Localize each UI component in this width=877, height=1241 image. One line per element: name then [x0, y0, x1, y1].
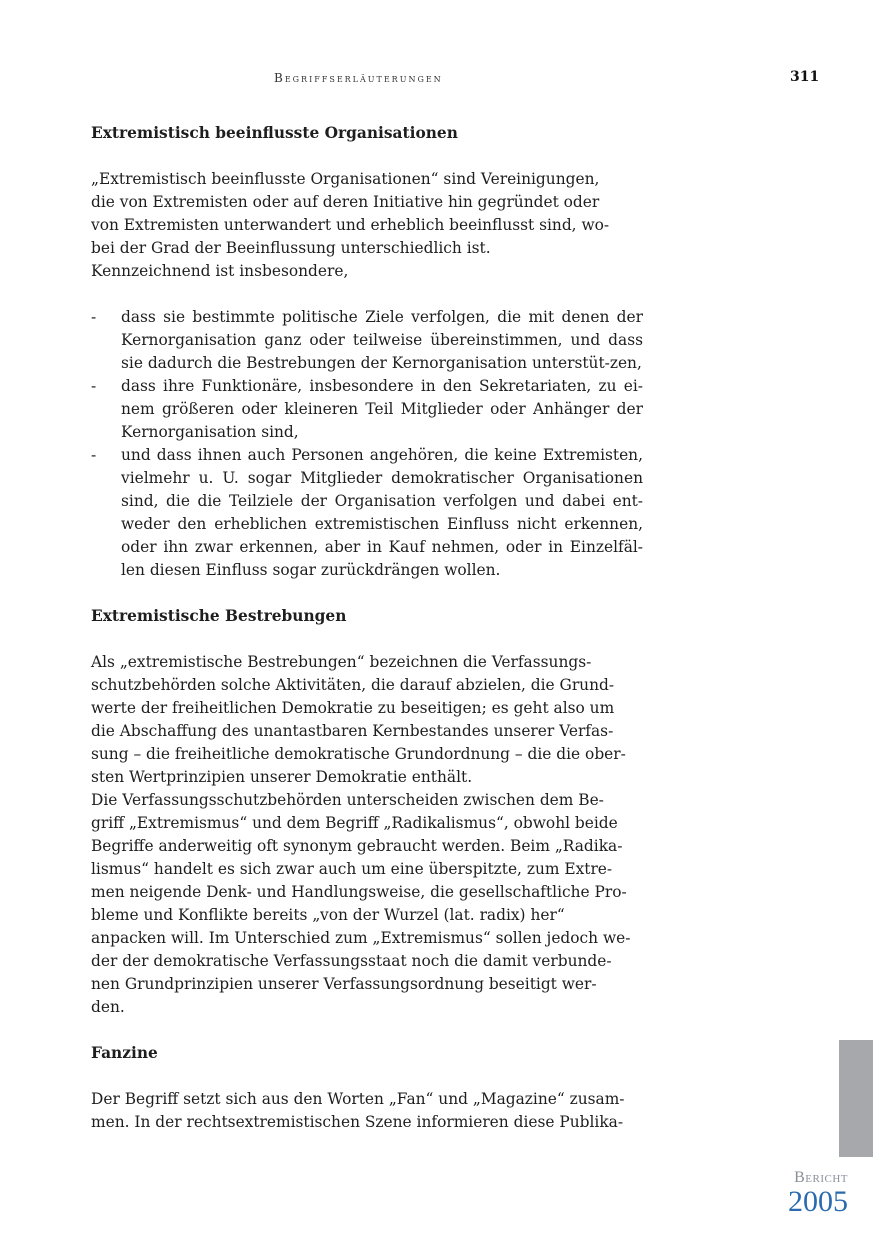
list-item-text: dass sie bestimmte politische Ziele verfolgen, die mit denen der Kernorganisation ganz oder teilweise übereinstimmen, und dass sie dadurch die Bestrebungen der Kernorganisation unterstüt-zen, [121, 308, 643, 372]
section-heading: Extremistisch beeinflusste Organisationen [91, 124, 458, 142]
document-body [91, 122, 643, 1134]
text-line: die Abschaffung des unantastbaren Kernbestandes unserer Verfas- [91, 722, 614, 740]
text-line: griff „Extremismus“ und dem Begriff „Radikalismus“, obwohl beide [91, 814, 618, 832]
section-paragraph [91, 1088, 643, 1134]
text-line: „Extremistisch beeinflusste Organisationen“ sind Vereinigungen, [91, 170, 600, 188]
text-line: werte der freiheitlichen Demokratie zu beseitigen; es geht also um [91, 699, 615, 717]
text-line: Die Verfassungsschutzbehörden unterscheiden zwischen dem Be- [91, 791, 604, 809]
list-item [91, 444, 643, 582]
list-dash: - [91, 377, 97, 395]
text-line: Als „extremistische Bestrebungen“ bezeichnen die Verfassungs- [91, 653, 592, 671]
list-dash: - [91, 446, 97, 464]
bericht-year: 2005 [788, 1185, 848, 1218]
text-line: lismus“ handelt es sich zwar auch um eine überspitzte, zum Extre- [91, 860, 613, 878]
text-line: schutzbehörden solche Aktivitäten, die darauf abzielen, die Grund- [91, 676, 615, 694]
running-title: Begriffserläuterungen [274, 71, 443, 85]
section-paragraph [91, 651, 643, 1019]
list-item [91, 306, 643, 375]
bericht-word: Bericht [794, 1169, 848, 1186]
list-item-text: und dass ihnen auch Personen angehören, die keine Extremisten, vielmehr u. U. sogar Mitglieder demokratischer Organisationen sind, die die Teilziele der Organisation verfolgen und dabei ent-weder den erheblichen extremistischen Einfluss nicht erkennen, oder ihn zwar erkennen, aber in Kauf nehmen, oder in Einzelfäl-len diesen Einfluss sogar zurückdrängen wollen. [121, 446, 643, 579]
bericht-logo [776, 1168, 848, 1216]
text-line: bleme und Konflikte bereits „von der Wurzel (lat. radix) her“ [91, 906, 565, 924]
section-heading: Extremistische Bestrebungen [91, 607, 347, 625]
section-paragraph [91, 168, 643, 283]
text-line: Der Begriff setzt sich aus den Worten „Fan“ und „Magazine“ zusam- [91, 1090, 625, 1108]
text-line: nen Grundprinzipien unserer Verfassungsordnung beseitigt wer- [91, 975, 597, 993]
criteria-list [91, 306, 643, 582]
text-line: die von Extremisten oder auf deren Initiative hin gegründet oder [91, 193, 600, 211]
side-tab-marker [839, 1040, 873, 1157]
text-line: bei der Grad der Beeinflussung unterschiedlich ist. [91, 239, 491, 257]
text-line: anpacken will. Im Unterschied zum „Extremismus“ sollen jedoch we- [91, 929, 631, 947]
list-item [91, 375, 643, 444]
section-extremistisch-beeinflusste-organisationen [91, 122, 643, 582]
text-line: der der demokratische Verfassungsstaat noch die damit verbunde- [91, 952, 612, 970]
text-line: Begriffe anderweitig oft synonym gebraucht werden. Beim „Radika- [91, 837, 623, 855]
text-line: sung – die freiheitliche demokratische Grundordnung – die die ober- [91, 745, 626, 763]
text-line: men. In der rechtsextremistischen Szene informieren diese Publika- [91, 1113, 624, 1131]
section-extremistische-bestrebungen [91, 605, 643, 1019]
list-item-text: dass ihre Funktionäre, insbesondere in den Sekretariaten, zu ei-nem größeren oder kleineren Teil Mitglieder oder Anhänger der Kernorganisation sind, [121, 377, 643, 441]
section-heading: Fanzine [91, 1044, 158, 1062]
section-fanzine [91, 1042, 643, 1134]
text-line: den. [91, 998, 125, 1016]
text-line: Kennzeichnend ist insbesondere, [91, 262, 349, 280]
text-line: von Extremisten unterwandert und erheblich beeinflusst sind, wo- [91, 216, 610, 234]
text-line: sten Wertprinzipien unserer Demokratie enthält. [91, 768, 473, 786]
page-number: 311 [790, 69, 820, 85]
text-line: men neigende Denk- und Handlungsweise, die gesellschaftliche Pro- [91, 883, 627, 901]
list-dash: - [91, 308, 97, 326]
